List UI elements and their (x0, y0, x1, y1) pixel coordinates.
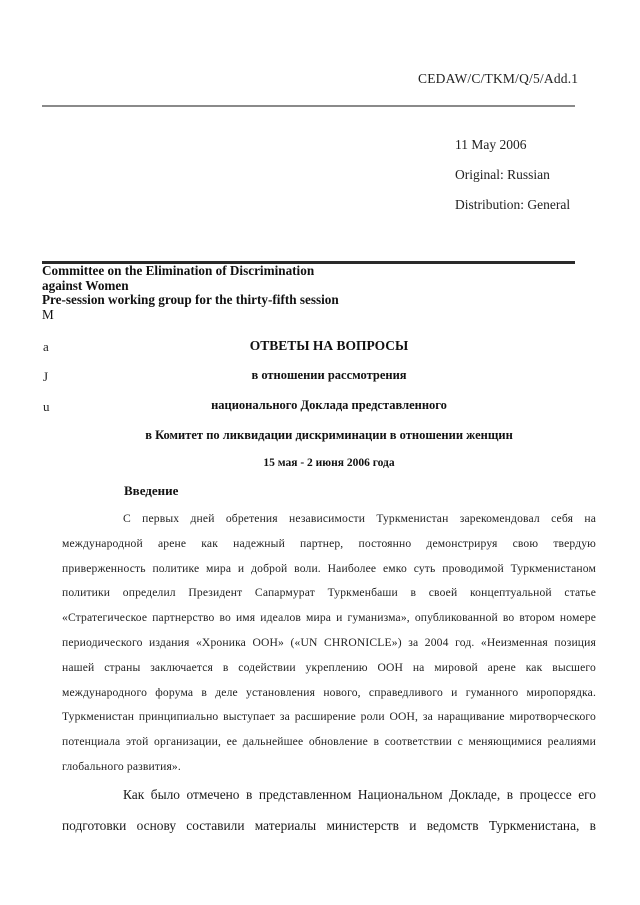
paragraph-line: приверженность политике мира и доброй воли. Наиболее емко суть проводимой Туркменистаном (62, 561, 596, 575)
committee-line: Pre-session working group for the thirty-fifth session (42, 292, 339, 307)
side-letter: J (43, 369, 49, 384)
session-dates: 15 мая - 2 июня 2006 года (263, 457, 395, 469)
paragraph-line: «Стратегическое партнерство во имя идеалов мира и гуманизма», опубликованной во втором номере (62, 611, 596, 625)
paragraph-line: периодического издания «Хроника ООН» («UN CHRONICLE») за 2004 год. «Неизменная позиция (62, 635, 596, 649)
introduction-paragraph-1 (62, 507, 596, 780)
paragraph-line: Как было отмечено в представленном Национальном Докладе, в процессе его (123, 787, 596, 802)
paragraph-line: нашей страны заключается в содействии укреплению ООН на мировой арене как высшего (62, 660, 596, 674)
paragraph-line: политики определил Президент Сапармурат Туркменбаши в своей концептуальной статье (62, 586, 596, 600)
section-heading-introduction: Введение (124, 483, 179, 498)
original-language: Original: Russian (455, 167, 550, 182)
side-letter: u (43, 399, 50, 414)
stray-letter: M (42, 306, 54, 322)
paragraph-line: потенциала этой организации, ее дальнейшее обновление в соответствии с меняющимися реалиями (62, 735, 596, 749)
title-subline: в отношении рассмотрения (251, 368, 407, 382)
committee-block (42, 264, 382, 322)
introduction-paragraph-2 (62, 779, 596, 841)
paragraph-line: С первых дней обретения независимости Туркменистан зарекомендовал себя на (123, 512, 596, 525)
side-letter: a (43, 339, 49, 354)
document-symbol: CEDAW/C/TKM/Q/5/Add.1 (418, 71, 579, 86)
paragraph-line: глобального развития». (62, 759, 181, 773)
committee-line: Committee on the Elimination of Discrimination (42, 263, 315, 278)
document-date: 11 May 2006 (455, 137, 527, 152)
committee-line: against Women (42, 277, 129, 293)
paragraph-line: подготовки основу составили материалы министерств и ведомств Туркменистана, в (62, 818, 596, 833)
title-subline: национального Доклада представленного (211, 398, 447, 412)
paragraph-line: международной арене как надежный партнер, постоянно демонстрируя свою твердую (62, 536, 596, 550)
distribution: Distribution: General (455, 197, 571, 212)
header-divider (42, 105, 575, 107)
paragraph-line: международного форума в деле установления нового, справедливого и гуманного миропорядка. (62, 685, 596, 699)
paragraph-line: Туркменистан принципиально выступает за расширение роли ООН, за наращивание миротворческого (62, 710, 596, 724)
title-subline: в Комитет по ликвидации дискриминации в отношении женщин (145, 428, 513, 442)
document-title: ОТВЕТЫ НА ВОПРОСЫ (249, 338, 409, 353)
